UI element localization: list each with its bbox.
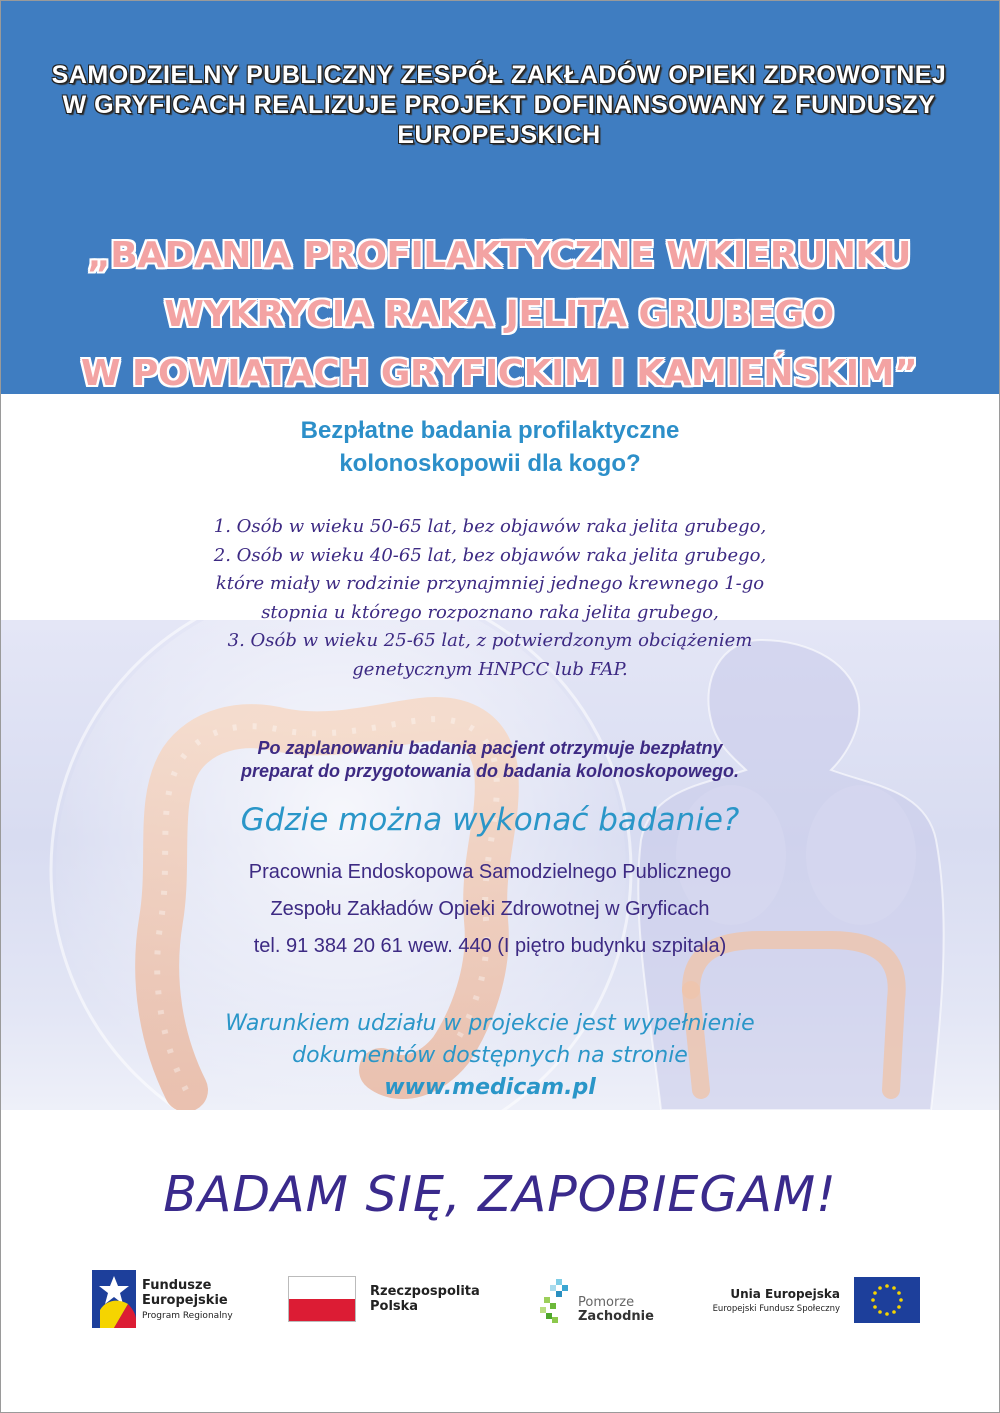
eligibility-criteria [140,513,840,684]
pomorze-emblem-icon [538,1277,574,1325]
rzeczpospolita-line2: Polska [370,1299,419,1314]
unia-europejska-logo [690,1277,922,1325]
question-line: Bezpłatne badania profilaktyczne [300,417,680,444]
project-title [30,226,968,403]
clinic-address [150,854,830,965]
participation-condition [150,1008,830,1104]
criteria-line: które miały w rodzinie przynajmniej jednego krewnego 1-go [215,573,765,594]
address-line: tel. 91 384 20 61 wew. 440 (I piętro budynku szpitala) [253,935,727,957]
project-title-line: W POWIATACH GRYFICKIM I KAMIEŃSKIM” [80,353,918,394]
rzeczpospolita-line1: Rzeczpospolita [370,1284,480,1299]
where-heading: Gdzie można wykonać badanie? [240,802,740,838]
unia-line2: Europejski Fundusz Społeczny [712,1304,840,1314]
project-title-line: WYKRYCIA RAKA JELITA GRUBEGO [164,294,834,335]
preparation-line: preparat do przygotowania do badania kolonoskopowego. [240,761,740,781]
condition-line: Warunkiem udziału w projekcie jest wypełnienie [225,1011,755,1036]
preparation-note [150,737,830,783]
rzeczpospolita-polska-logo [288,1276,508,1326]
criteria-line: genetycznym HNPCC lub FAP. [352,658,628,680]
fundusze-emblem-icon [92,1270,136,1328]
pomorze-line2: Zachodnie [578,1309,654,1324]
pomorze-line1: Pomorze [578,1295,635,1310]
criteria-line: 1. Osób w wieku 50-65 lat, bez objawów raka jelita grubego, [213,516,767,537]
fundusze-line3: Program Regionalny [142,1311,233,1321]
eu-flag-icon [854,1277,920,1323]
criteria-line: 2. Osób w wieku 40-65 lat, bez objawów raka jelita grubego, [213,544,767,566]
condition-line: dokumentów dostępnych na stronie [292,1043,688,1068]
fundusze-line2: Europejskie [142,1293,228,1308]
fundusze-europejskie-logo [92,1270,252,1330]
criteria-line: stopnia u którego rozpoznano raka jelita grubego, [261,601,719,623]
pomorze-zachodnie-logo [538,1277,658,1325]
fundusze-line1: Fundusze [142,1278,212,1293]
slogan: BADAM SIĘ, ZAPOBIEGAM! [163,1166,837,1223]
unia-line1: Unia Europejska [730,1287,840,1301]
organization-title: SAMODZIELNY PUBLICZNY ZESPÓŁ ZAKŁADÓW OPIEKI ZDROWOTNEJ W GRYFICACH REALIZUJE PROJEKT DOFINANSOWANY Z FUNDUSZY EUROPEJSKICH [51,61,947,149]
website-link[interactable]: www.medicam.pl [384,1075,596,1100]
criteria-line: 3. Osób w wieku 25-65 lat, z potwierdzonym obciążeniem [227,630,753,651]
question-line: kolonoskopowii dla kogo? [339,450,641,477]
eligibility-question [150,414,830,480]
preparation-line: Po zaplanowaniu badania pacjent otrzymuje bezpłatny [257,738,723,758]
polish-flag-icon [288,1276,356,1322]
address-line: Pracownia Endoskopowa Samodzielnego Publicznego [248,861,732,883]
address-line: Zespołu Zakładów Opieki Zdrowotnej w Gryficach [270,898,710,920]
project-title-line: „BADANIA PROFILAKTYCZNE WKIERUNKU [87,235,911,276]
